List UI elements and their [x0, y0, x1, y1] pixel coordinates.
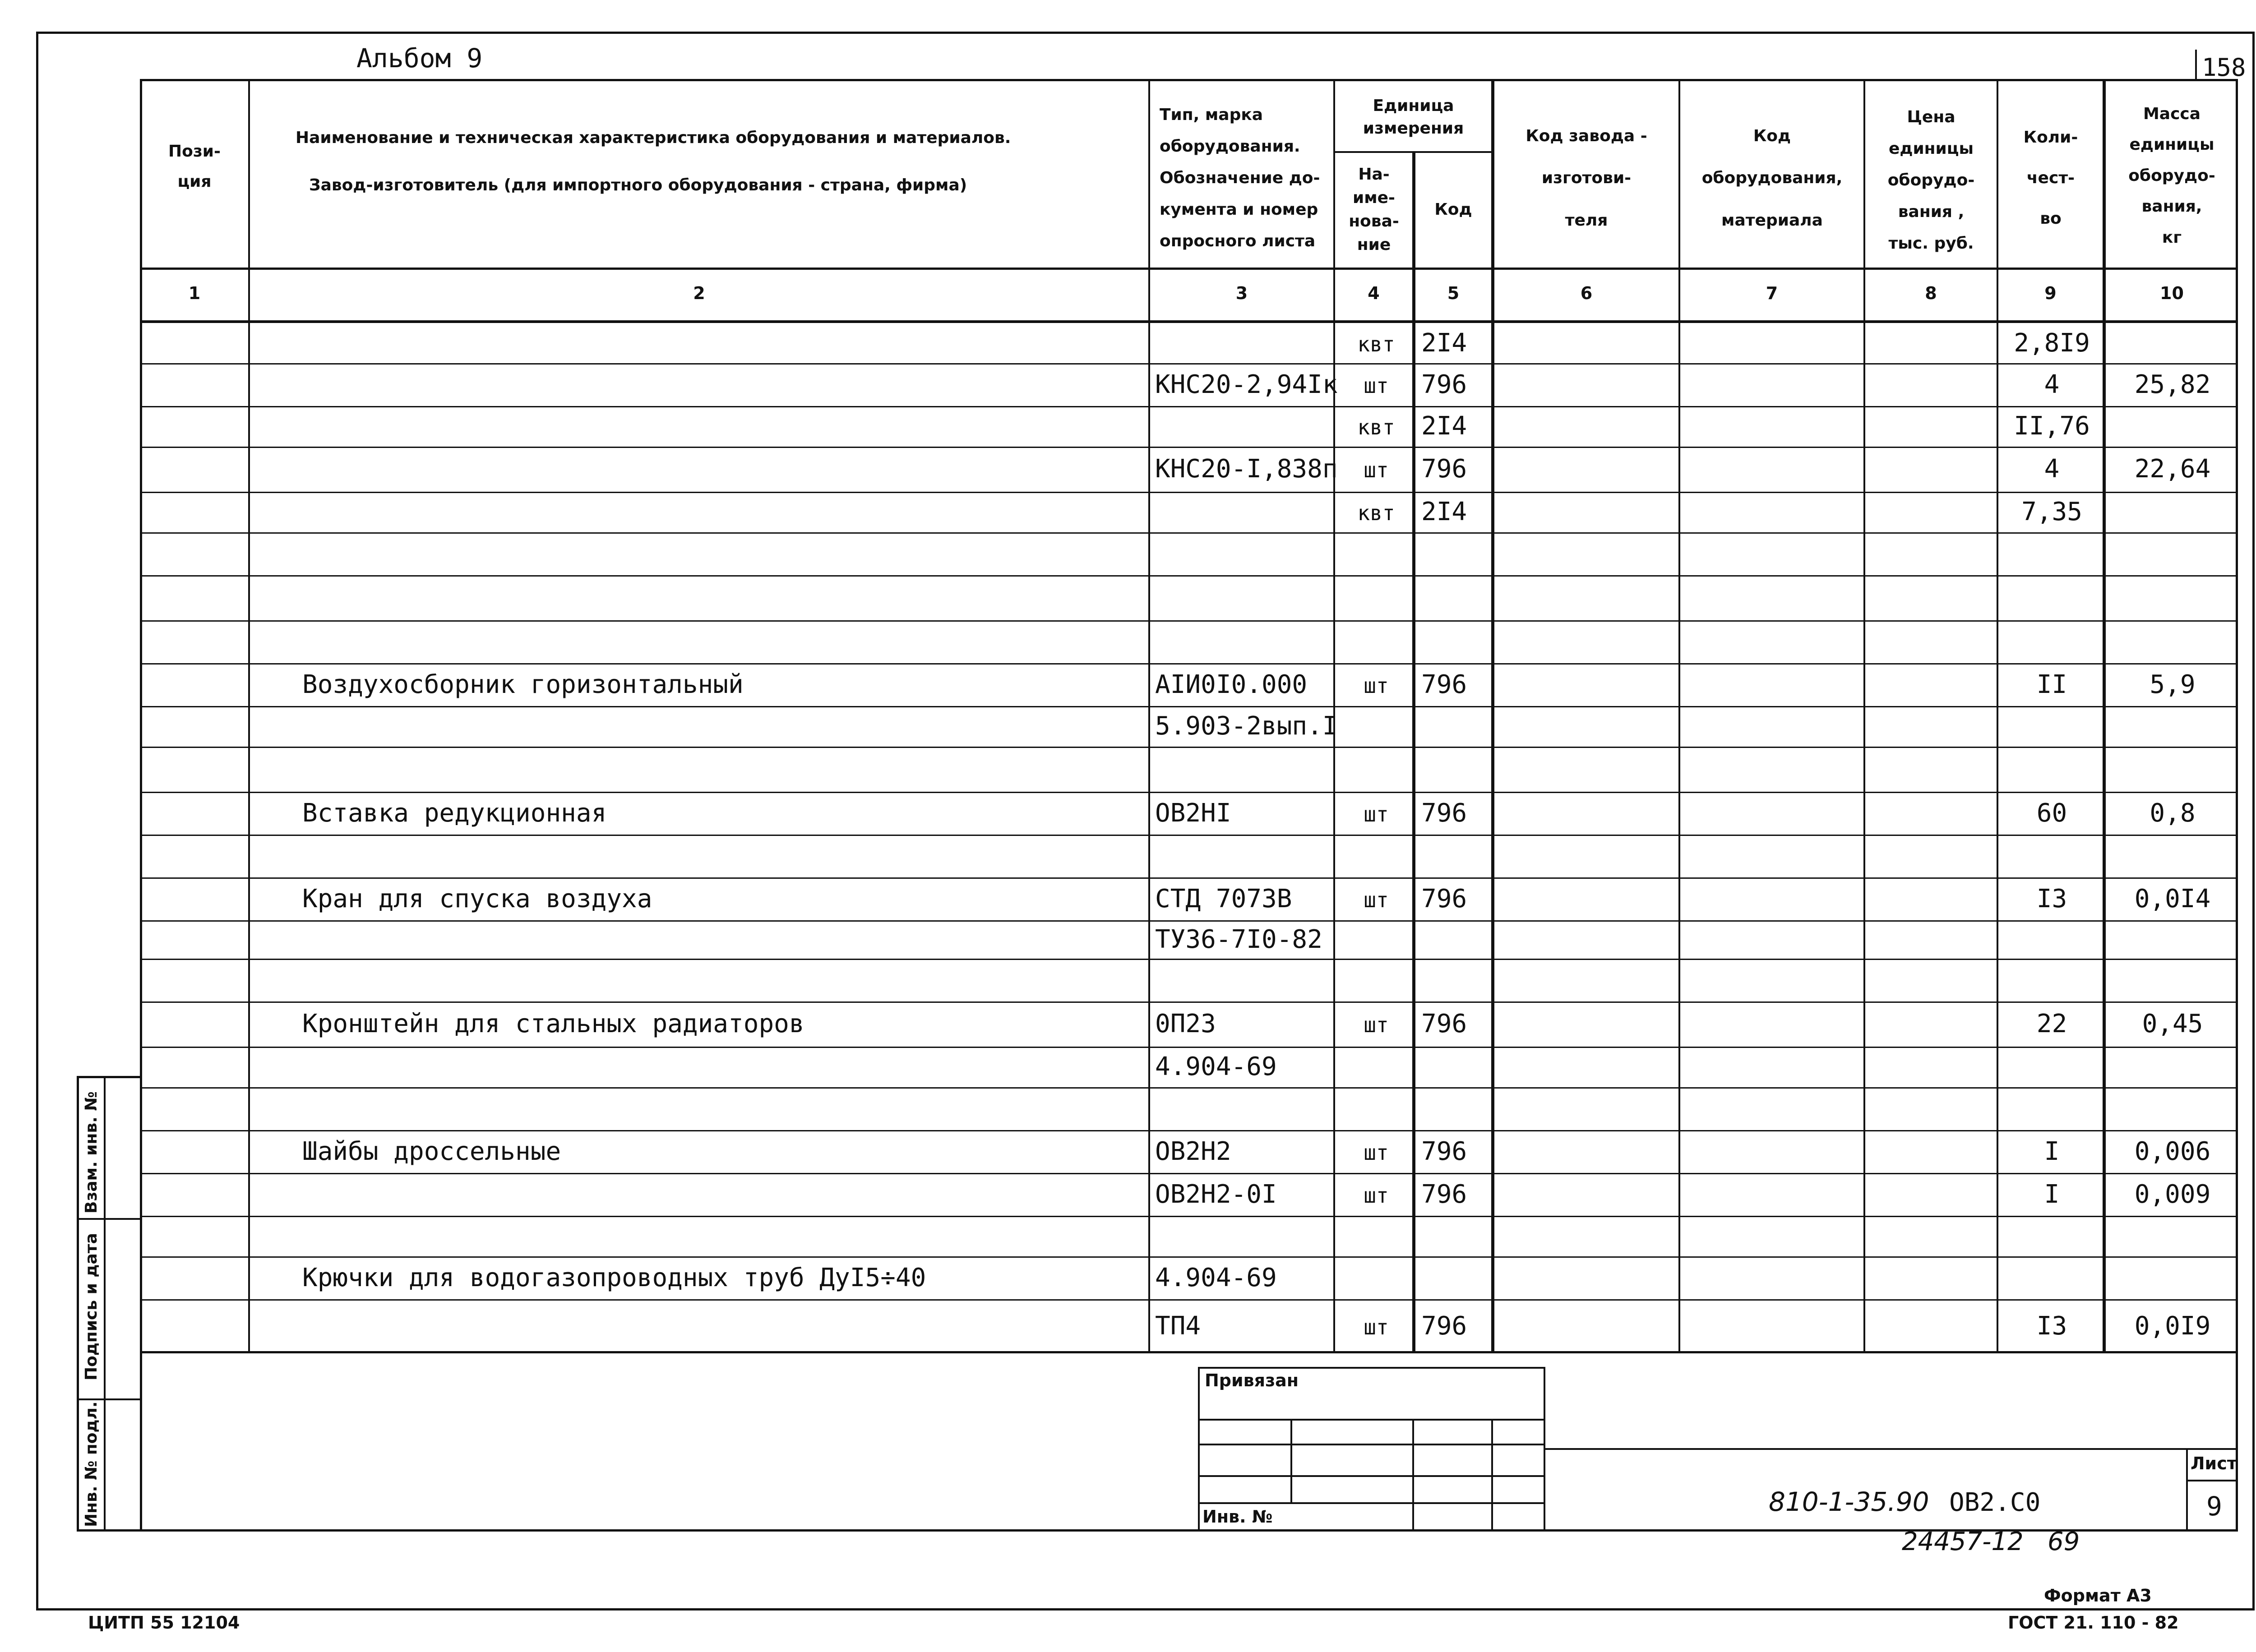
stamp-line: [1290, 1419, 1292, 1502]
col-line: [1491, 79, 1494, 1353]
row-mass: 0,009: [2134, 1180, 2211, 1209]
list-label: Лист: [2191, 1454, 2237, 1473]
row-line: [140, 532, 2238, 534]
row-unit: квт: [1357, 332, 1395, 356]
row-line: [140, 1001, 2238, 1003]
row-qty: 2,8I9: [2014, 328, 2090, 358]
row-qty: I: [2044, 1137, 2060, 1166]
row-unit: квт: [1357, 501, 1395, 525]
row-line: [140, 1173, 2238, 1174]
row-unit: шт: [1364, 802, 1389, 826]
header-col9: Коли- чест- во: [2023, 128, 2078, 228]
sheet-box-line: [2186, 1480, 2238, 1481]
colnum-4: 4: [1368, 283, 1380, 303]
row-line: [140, 575, 2238, 577]
side-label-inv-podl: Инв. № подл.: [82, 1401, 101, 1527]
row-unit: шт: [1364, 1315, 1389, 1339]
row-mass: 0,8: [2150, 798, 2196, 828]
row-line: [140, 1256, 2238, 1258]
numbers-bottom-line: [140, 320, 2238, 323]
row-type: КНС20-2,94Iк: [1155, 370, 1338, 399]
header-unit-group: Единица измерения: [1363, 96, 1464, 138]
row-line: [140, 620, 2238, 622]
row-type: ОВ2Н2-0I: [1155, 1180, 1277, 1209]
col-line: [1997, 79, 1998, 1353]
row-line: [140, 835, 2238, 836]
row-line: [140, 1299, 2238, 1301]
row-name: Воздухосборник горизонтальный: [302, 670, 744, 699]
row-type: 0П23: [1155, 1009, 1216, 1038]
row-unit: шт: [1364, 1013, 1389, 1037]
row-line: [140, 492, 2238, 493]
row-line: [140, 1047, 2238, 1048]
row-line: [140, 877, 2238, 879]
col-line: [1148, 79, 1150, 1353]
row-unit: шт: [1364, 1183, 1389, 1208]
sheet-box-line: [2186, 1448, 2188, 1532]
row-type: 4.904-69: [1155, 1263, 1277, 1292]
row-name: Вставка редукционная: [302, 798, 607, 828]
row-mass: 0,006: [2134, 1137, 2211, 1166]
row-qty: 22: [2036, 1009, 2067, 1038]
row-qty: I: [2044, 1180, 2060, 1209]
stamp-line: [1198, 1444, 1545, 1445]
row-line: [140, 792, 2238, 793]
row-type: КНС20-I,838п: [1155, 454, 1338, 484]
footer-gost: ГОСТ 21. 110 - 82: [2008, 1613, 2179, 1633]
row-type: 5.903-2вып.I: [1155, 711, 1338, 741]
side-divider: [77, 1398, 142, 1400]
row-code: 796: [1421, 454, 1467, 484]
header-col2-line2: Завод-изготовитель (для импортного оборудования - страна, фирма): [309, 176, 967, 194]
row-code: 2I4: [1421, 328, 1467, 358]
doc-code-handwritten: 810-1-35.90: [1769, 1486, 1929, 1517]
side-label-podpis: Подпись и дата: [82, 1233, 101, 1380]
header-col4: На- име- нова- ние: [1349, 165, 1399, 254]
row-name: Кронштейн для стальных радиаторов: [302, 1009, 804, 1038]
footer-left: ЦИТП 55 12104: [88, 1613, 240, 1633]
colnum-7: 7: [1766, 283, 1778, 303]
row-line: [140, 1130, 2238, 1131]
row-unit: шт: [1364, 674, 1389, 698]
row-qty: 4: [2044, 370, 2060, 399]
row-qty: 4: [2044, 454, 2060, 484]
row-unit: квт: [1357, 415, 1395, 439]
header-col1: Пози- ция: [168, 142, 221, 191]
row-mass: 22,64: [2134, 454, 2211, 484]
stamp-line: [1412, 1419, 1414, 1532]
colnum-1: 1: [188, 283, 201, 303]
footer-format: Формат А3: [2044, 1586, 2152, 1606]
row-unit: шт: [1364, 458, 1389, 482]
row-line: [140, 663, 2238, 664]
col-line: [1678, 79, 1680, 1353]
header-col7: Код оборудования, материала: [1701, 126, 1843, 230]
row-name: Крючки для водогазопроводных труб ДуI5÷40: [302, 1263, 926, 1292]
side-divider: [77, 1218, 142, 1220]
page-corner-number: 158: [2202, 53, 2246, 82]
row-mass: 0,0I4: [2134, 884, 2211, 914]
col-line: [2103, 79, 2106, 1353]
header-col8: Цена единицы оборудо- вания , тыс. руб.: [1887, 107, 1975, 253]
row-qty: 60: [2036, 798, 2067, 828]
row-code: 796: [1421, 1180, 1467, 1209]
row-unit: шт: [1364, 1140, 1389, 1165]
header-col10: Масса единицы оборудо- вания, кг: [2128, 105, 2215, 247]
row-code: 796: [1421, 1137, 1467, 1166]
row-code: 2I4: [1421, 411, 1467, 441]
row-mass: 0,0I9: [2134, 1311, 2211, 1341]
stamp-line: [1198, 1502, 1545, 1504]
header-col6: Код завода - изготови- теля: [1526, 126, 1647, 230]
header-col3: Тип, марка оборудования. Обозначение до- кумента и номер опросного листа: [1160, 105, 1320, 251]
col-line: [1863, 79, 1865, 1353]
row-mass: 25,82: [2134, 370, 2211, 399]
side-label-vzam: Взам. инв. №: [82, 1091, 101, 1214]
row-line: [140, 706, 2238, 707]
colnum-8: 8: [1925, 283, 1937, 303]
stamp-line: [1198, 1475, 1545, 1477]
row-line: [140, 363, 2238, 365]
doc-code-typed: ОВ2.С0: [1949, 1488, 2041, 1517]
header-bottom-line: [140, 268, 2238, 270]
colnum-3: 3: [1235, 283, 1248, 303]
row-type: ОВ2Н2: [1155, 1137, 1231, 1166]
row-type: 4.904-69: [1155, 1052, 1277, 1081]
row-code: 796: [1421, 670, 1467, 699]
row-type: AIИ0I0.000: [1155, 670, 1308, 699]
row-code: 796: [1421, 884, 1467, 914]
row-name: Шайбы дроссельные: [302, 1137, 561, 1166]
row-unit: шт: [1364, 888, 1389, 912]
colnum-2: 2: [693, 283, 705, 303]
row-line: [140, 959, 2238, 960]
colnum-5: 5: [1447, 283, 1460, 303]
header-col2-line1: Наименование и техническая характеристика оборудования и материалов.: [296, 129, 1011, 147]
colnum-9: 9: [2044, 283, 2057, 303]
row-code: 796: [1421, 798, 1467, 828]
row-type: ТУ36-7I0-82: [1155, 925, 1322, 954]
archive-number: 24457-12 69: [1902, 1527, 2080, 1556]
row-qty: 7,35: [2021, 497, 2082, 526]
row-line: [140, 1216, 2238, 1217]
row-mass: 0,45: [2142, 1009, 2203, 1038]
row-unit: шт: [1364, 374, 1389, 398]
row-qty: I3: [2036, 1311, 2067, 1341]
row-line: [140, 406, 2238, 407]
row-code: 796: [1421, 1009, 1467, 1038]
album-label: Альбом 9: [356, 43, 483, 74]
colnum-6: 6: [1580, 283, 1593, 303]
row-code: 796: [1421, 1311, 1467, 1341]
row-type: ОВ2НI: [1155, 798, 1231, 828]
header-col5: Код: [1434, 200, 1472, 219]
stamp-line: [1491, 1419, 1493, 1532]
row-line: [140, 1087, 2238, 1089]
colnum-10: 10: [2160, 283, 2184, 303]
row-type: ТП4: [1155, 1311, 1201, 1341]
inv-no-label: Инв. №: [1202, 1507, 1273, 1527]
row-qty: I3: [2036, 884, 2067, 914]
row-qty: II: [2036, 670, 2067, 699]
row-qty: II,76: [2014, 411, 2090, 441]
col-line: [248, 79, 250, 1353]
list-number: 9: [2206, 1491, 2222, 1522]
row-name: Кран для спуска воздуха: [302, 884, 652, 914]
stamp-line: [1198, 1419, 1545, 1421]
row-mass: 5,9: [2150, 670, 2196, 699]
corner-divider: [2195, 50, 2197, 81]
row-code: 796: [1421, 370, 1467, 399]
row-line: [140, 747, 2238, 748]
row-line: [140, 920, 2238, 922]
side-inner-line: [104, 1076, 106, 1532]
row-code: 2I4: [1421, 497, 1467, 526]
row-line: [140, 447, 2238, 448]
title-block-line: [1545, 1448, 2238, 1450]
privyazan-label: Привязан: [1205, 1371, 1299, 1390]
row-type: СТД 7073В: [1155, 884, 1292, 914]
